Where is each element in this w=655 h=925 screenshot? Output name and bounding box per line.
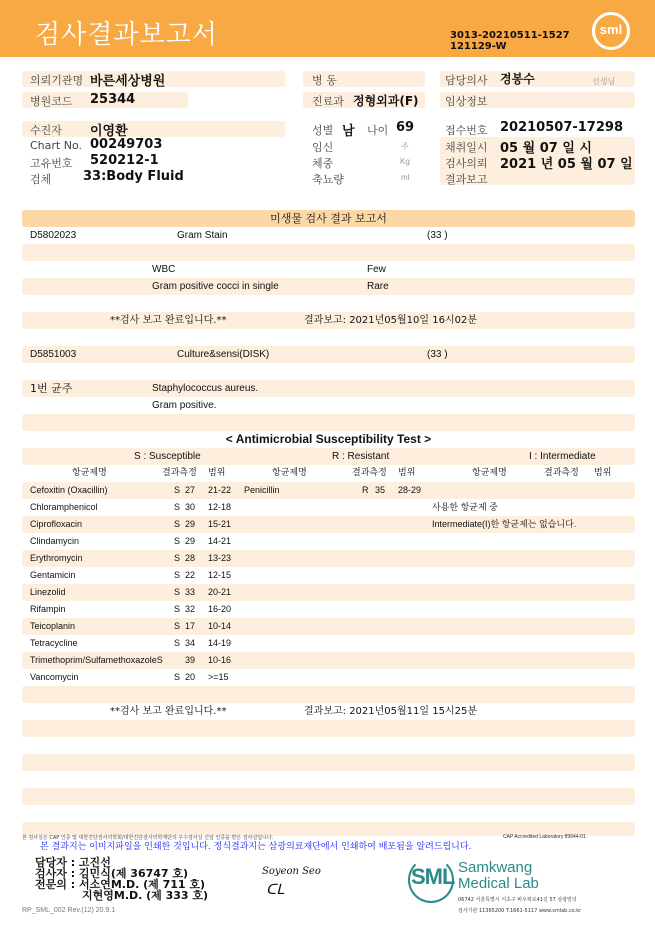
request-label: 검사의뢰 <box>445 157 488 170</box>
result-row: WBC Few <box>152 264 386 275</box>
weight-unit: Kg <box>400 157 410 166</box>
ast-row: Teicoplanin S 17 10-14 <box>22 618 635 635</box>
report-title: 검사결과보고서 <box>35 20 218 50</box>
patient-value: 이영환 <box>90 124 128 139</box>
hospital-code-label: 병원코드 <box>30 95 73 108</box>
receipt-label: 접수번호 <box>445 124 488 137</box>
certification-text: 본 검사실은 CAP 인증 및 대한진단검사의학회/대한진단검사의학재단의 우수검사실 신임 인증을 받은 검사실입니다. <box>22 835 274 841</box>
completion-row: **검사 보고 완료입니다.** 결과보고: 2021년05월11일 15시25분 <box>110 706 478 717</box>
sex-label: 성별 <box>312 124 334 137</box>
dept-label: 진료과 <box>312 95 344 108</box>
test-row: D5851003 Culture&sensi(DISK) (33 ) <box>22 346 635 363</box>
completion-row: **검사 보고 완료입니다.** 결과보고: 2021년05월10일 16시02분 <box>22 312 635 329</box>
clinical-label: 임상정보 <box>445 95 488 108</box>
lab-address: 06742 서울특별시 서초구 바우뫼로41길 57 삼광빌딩 <box>458 897 577 903</box>
lab-logo: SML <box>411 864 455 889</box>
test-row: D5802023 Gram Stain (33 ) <box>30 230 448 241</box>
id-label: 고유번호 <box>30 157 73 170</box>
pregnancy-unit: 주 <box>401 142 409 151</box>
notice-text: 본 결과지는 이미지파일을 인쇄한 것입니다. 정식결과지는 삼광의료재단에서 인쇄하여 배포됨을 알려드립니다. <box>40 842 472 852</box>
requester-label: 의뢰기관명 <box>30 74 84 87</box>
ast-row: Gentamicin S 22 12-15 <box>30 570 232 580</box>
lab-name: Samkwang Medical Lab <box>458 859 539 892</box>
staff-block: 담당자 : 고진선 검사자 : 김민식(제 36747 호) 전문의 : 서소연M.D. (제 711 호) 지현영M.D. (제 333 호) <box>35 856 209 902</box>
signature: Soyeon Seo <box>262 866 321 877</box>
age-label: 나이 <box>367 124 389 137</box>
strain-row: 1번 균주 Staphylococcus aureus. <box>22 380 635 397</box>
ward-label: 병 동 <box>312 74 337 87</box>
ast-row: Cefoxitin (Oxacillin) S 27 21-22 Penicillin R 35 28-29 <box>22 482 635 499</box>
lab-contact: 검사기관 11365200 T.1661-5117 www.smlab.co.kr <box>458 908 582 914</box>
ast-legend: S : Susceptible R : Resistant I : Intermediate <box>22 448 635 465</box>
collect-value: 05 월 07 일 시 <box>500 141 592 156</box>
specimen-value: 33:Body Fluid <box>83 169 184 184</box>
sml-logo: sml <box>592 12 630 50</box>
doctor-label: 담당의사 <box>445 74 488 87</box>
weight-label: 체중 <box>312 157 334 170</box>
ast-row: Tetracycline S 34 14-19 <box>30 638 232 648</box>
ast-title: < Antimicrobial Susceptibility Test > <box>225 432 432 446</box>
ast-row: Erythromycin S 28 13-23 <box>22 550 635 567</box>
collect-label: 채취일시 <box>445 141 488 154</box>
ast-columns: 항균제명 결과측정 범위 항균제명 결과측정 범위 항균제명 결과측정 범위 <box>72 468 612 478</box>
pregnancy-label: 임신 <box>312 141 334 154</box>
doctor-value: 경봉수 <box>500 72 535 86</box>
chart-value: 00249703 <box>90 137 163 152</box>
ast-row: Ciprofloxacin S 29 15-21 Intermediate(I)한 항균제는 없습니다. <box>22 516 635 533</box>
urine-unit: ml <box>401 173 410 182</box>
document-number: 3013-20210511-1527 121129-W <box>450 30 570 52</box>
result-row: Gram positive cocci in single Rare <box>22 278 635 295</box>
ast-row: Rifampin S 32 16-20 <box>30 604 232 614</box>
age-value: 69 <box>396 120 415 135</box>
receipt-value: 20210507-17298 <box>500 120 623 135</box>
request-value: 2021 년 05 월 07 일 <box>500 157 633 172</box>
requester-value: 바른세상병원 <box>90 74 166 89</box>
hospital-code-value: 25344 <box>90 92 136 107</box>
cap-text: CAP Accredited Laboratory 89944-01 <box>503 834 586 840</box>
sex-value: 남 <box>342 124 355 139</box>
chart-label: Chart No. <box>30 139 82 152</box>
doctor-suffix: 선생님 <box>592 77 616 86</box>
urine-label: 축뇨량 <box>312 173 344 186</box>
section-title: 미생물 검사 결과 보고서 <box>22 210 635 227</box>
ast-row: Vancomycin S 20 >=15 <box>30 672 229 682</box>
signature-mark: ᑕᒪ <box>266 882 285 898</box>
ast-row: Linezolid S 33 20-21 <box>22 584 635 601</box>
micro-report: 미생물 검사 결과 보고서 D5802023 Gram Stain (33 ) WBC Few Gram positive cocci in single Rare **검사 보고 완료입니다.** 결과보고: 2021년05월10일 16시02분 D5851003 Culture&sensi(DISK) (33 ) 1번 균주 Staphylococcus aureus. Gram positive. < Antimicrobial Susceptibility Test > S : Susceptible R : Resistant I : Intermediate 항균제명 결과측정 범위 항균제명 결과측정 범위 항균제명 결과측정 범위 Cefoxitin (Oxacillin) S 27 21-22 Penicillin R 35 28-29 Chloramphenicol S 30 12-18 사용한 항균제 중 Ciprofloxacin S 29 15-21 Intermediate(I)한 항균제는 없습니다. Clindamycin S 29 14-21 Erythromycin S 28 13-23 Gentamicin S 22 12-15 Linezolid S 33 20-21 Rifampin S 32 16-20 Teicoplanin S 17 10-14 Tetracycline S 34 14-19 Trimethoprim/SulfamethoxazoleS 39 10-16 Vancomycin S 20 >=15 **검사 보고 완료입니다.** 결과보고: 2021년05월11일 15시25분 <box>22 210 635 836</box>
dept-value: 정형외과(F) <box>353 94 419 108</box>
ast-row: Clindamycin S 29 14-21 <box>30 536 232 546</box>
form-number: RP_SML_002 Rev.(12) 20.9.1 <box>22 907 116 914</box>
specimen-label: 검체 <box>30 173 52 186</box>
ast-row: Chloramphenicol S 30 12-18 사용한 항균제 중 <box>30 502 498 512</box>
report-label: 결과보고 <box>445 173 488 186</box>
ast-row: Trimethoprim/SulfamethoxazoleS 39 10-16 <box>22 652 635 669</box>
patient-label: 수진자 <box>30 124 62 137</box>
id-value: 520212-1 <box>90 153 159 168</box>
